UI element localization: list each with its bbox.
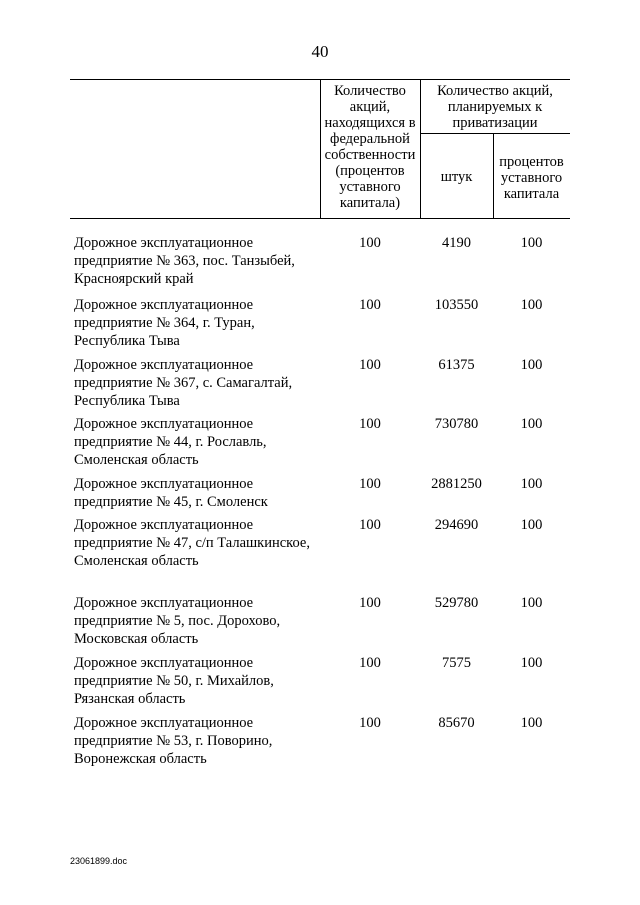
planned-percent: 100 xyxy=(520,297,543,313)
table-row xyxy=(70,516,570,594)
planned-percent: 100 xyxy=(520,235,543,251)
federal-share: 100 xyxy=(359,357,381,373)
planned-percent: 100 xyxy=(520,655,543,671)
enterprise-name: Дорожное эксплуатационное предприятие № 53, г. Поворино, Воронежская область xyxy=(74,715,273,767)
table-row xyxy=(70,475,570,516)
header-planned-shares: Количество акций, планируемых к приватизации xyxy=(437,83,553,131)
planned-pieces: 730780 xyxy=(434,416,479,432)
header-subdivider xyxy=(420,133,570,134)
planned-percent: 100 xyxy=(520,416,543,432)
federal-share: 100 xyxy=(359,715,381,731)
table-row xyxy=(70,234,570,296)
table-body xyxy=(70,234,570,774)
enterprise-name: Дорожное эксплуатационное предприятие № 50, г. Михайлов, Рязанская область xyxy=(74,655,274,707)
planned-percent: 100 xyxy=(520,595,543,611)
planned-pieces: 7575 xyxy=(442,655,471,671)
federal-share: 100 xyxy=(359,476,381,492)
enterprise-name: Дорожное эксплуатационное предприятие № 364, г. Туран, Республика Тыва xyxy=(74,297,255,349)
planned-percent: 100 xyxy=(520,357,543,373)
planned-pieces: 85670 xyxy=(438,715,475,731)
page-number: 40 xyxy=(311,42,329,61)
enterprise-name: Дорожное эксплуатационное предприятие № 47, с/п Талашкинское, Смоленская область xyxy=(74,517,310,569)
federal-share: 100 xyxy=(359,297,381,313)
table-row xyxy=(70,714,570,774)
federal-share: 100 xyxy=(359,416,381,432)
planned-pieces: 294690 xyxy=(434,517,479,533)
enterprise-name: Дорожное эксплуатационное предприятие № 45, г. Смоленск xyxy=(74,476,268,510)
federal-share: 100 xyxy=(359,235,381,251)
planned-percent: 100 xyxy=(520,517,543,533)
enterprise-name: Дорожное эксплуатационное предприятие № 367, с. Самагалтай, Республика Тыва xyxy=(74,357,293,409)
table-row xyxy=(70,654,570,714)
table-row xyxy=(70,356,570,415)
planned-percent: 100 xyxy=(520,476,543,492)
planned-pieces: 2881250 xyxy=(431,476,482,492)
planned-pieces: 61375 xyxy=(438,357,475,373)
federal-share: 100 xyxy=(359,595,381,611)
planned-percent: 100 xyxy=(520,715,543,731)
header-federal-shares: Количество акций, находящихся в федеральной собственности (процентов уставного капитала) xyxy=(324,83,416,211)
header-pieces: штук xyxy=(440,169,473,185)
table-row xyxy=(70,594,570,654)
table-row xyxy=(70,296,570,356)
planned-pieces: 529780 xyxy=(434,595,479,611)
header-percent: процентов уставного капитала xyxy=(499,154,564,202)
table-header xyxy=(70,79,570,219)
enterprise-name: Дорожное эксплуатационное предприятие № 44, г. Рославль, Смоленская область xyxy=(74,416,267,468)
planned-pieces: 103550 xyxy=(434,297,479,313)
federal-share: 100 xyxy=(359,517,381,533)
planned-pieces: 4190 xyxy=(442,235,471,251)
federal-share: 100 xyxy=(359,655,381,671)
enterprise-name: Дорожное эксплуатационное предприятие № 5, пос. Дорохово, Московская область xyxy=(74,595,281,647)
document-filename: 23061899.doc xyxy=(70,856,128,866)
table-row xyxy=(70,415,570,475)
enterprise-name: Дорожное эксплуатационное предприятие № 363, пос. Танзыбей, Красноярский край xyxy=(74,235,295,287)
